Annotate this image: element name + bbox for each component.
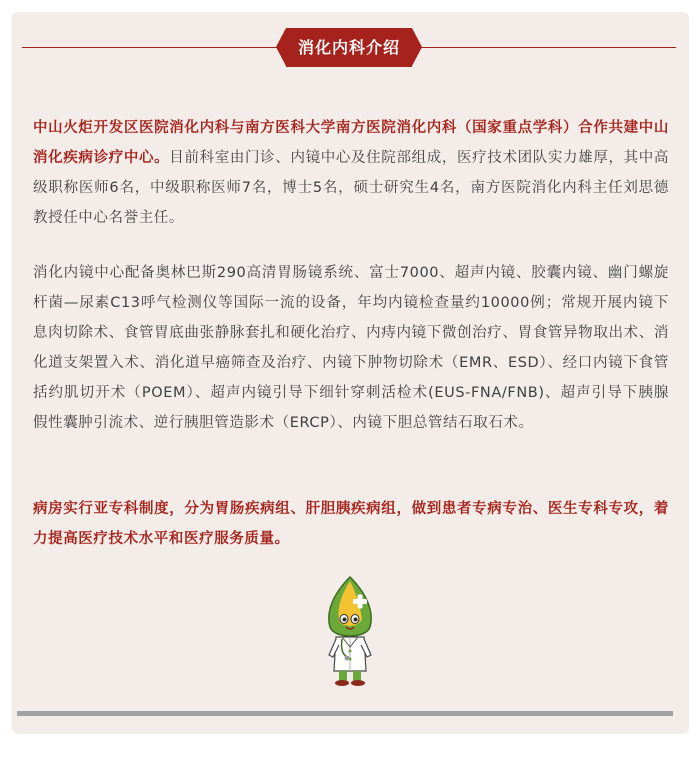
endoscopy-paragraph: 消化内镜中心配备奥林巴斯290高清胃肠镜系统、富士7000、超声内镜、胶囊内镜、幽门螺旋杆菌—尿素C13呼气检测仪等国际一流的设备，年均内镜检查量约10000例；常规开展内镜下息肉切除术、食管胃底曲张静脉套扎和硬化治疗、内痔内镜下微创治疗、胃食管异物取出术、消化道支架置入术、消化道早癌筛查及治疗、内镜下肿物切除术（EMR、ESD）、经口内镜下食管括约肌切开术（POEM）、超声内镜引导下细针穿刺活检术(EUS-FNA/FNB)、超声引导下胰腺假性囊肿引流术、逆行胰胆管造影术（ERCP）、内镜下胆总管结石取石术。 xyxy=(33,265,669,431)
intro-paragraph xyxy=(33,113,669,233)
ward-paragraph: 病房实行亚专科制度，分为胃肠疾病组、肝胆胰疾病组，做到患者专病专治、医生专科专攻，着力提高医疗技术水平和医疗服务质量。 xyxy=(33,501,669,547)
intro-highlight: 中山火炬开发区医院消化内科与南方医科大学南方医院消化内科（国家重点学科）合作共建中山消化疾病诊疗中心。 xyxy=(33,120,669,166)
bottom-divider-bar xyxy=(17,711,673,716)
intro-text: 目前科室由门诊、内镜中心及住院部组成，医疗技术团队实力雄厚，其中高级职称医师6名，中级职称医师7名，博士5名，硕士研究生4名，南方医院消化内科主任刘思德教授任中心名誉主任。 xyxy=(33,150,669,226)
leaf-doctor-mascot-icon xyxy=(320,575,380,690)
header-divider-right xyxy=(418,47,676,48)
header-divider-left xyxy=(22,47,280,48)
section-title-ribbon xyxy=(276,28,422,67)
section-title: 消化内科介绍 xyxy=(297,38,400,57)
